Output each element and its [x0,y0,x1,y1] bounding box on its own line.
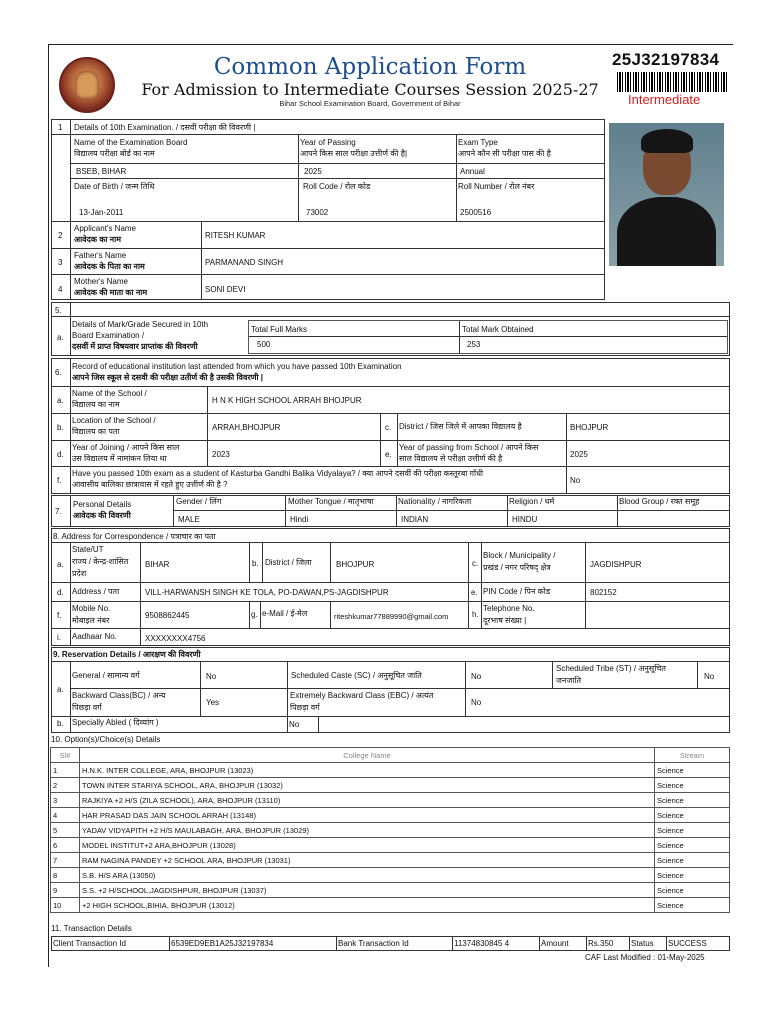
institution-heading-hi: आपने जिस स्कूल से दसवी की परीक्षा उतीर्ण की है उसकी विवरणी | [72,373,264,382]
district-label: District / जिला [265,558,312,567]
exam-type-label-hi: आपने कौन सी परीक्षा पास की है [458,149,551,158]
aadhaar-value: XXXXXXXX4756 [145,634,206,643]
applicant-name-label-hi: आवेदक का नाम [74,235,121,244]
mobile-label: Mobile No. [72,604,111,613]
status-badge: SUCCESS [668,939,707,948]
col-stream: Stream [655,748,730,763]
total-mark-obtained-value: 253 [467,340,481,349]
table-row: 9 S.S. +2 H/SCHOOL,JAGDISHPUR, BHOJPUR (13037) Science [51,883,730,898]
year-joining-label: Year of Joining / आपने किस साल [72,443,180,452]
form-title: Common Application Form [213,54,527,80]
mother-tongue-value: Hindi [290,515,309,524]
kgbv-value: No [570,476,581,485]
amount-label: Amount [541,939,569,948]
aadhaar-label: Aadhaar No. [72,632,117,641]
gender-label: Gender / लिंग [176,497,222,506]
options-heading: 10. Option(s)/Choice(s) Details [51,735,161,744]
section-heading: Details of 10th Examination. / दसवीं परीक्षा की विवरणी | [74,123,256,132]
father-name-label-hi: आवेदक के पिता का नाम [74,262,145,271]
gender-value: MALE [178,515,200,524]
personal-details-label: Personal Details [73,500,132,509]
school-location-value: ARRAH,BHOJPUR [212,423,281,432]
exam-board-label-hi: विद्यालय परीक्षा बोर्ड का नाम [74,149,155,158]
year-passing-school-label: Year of passing from School / आपने किस [399,443,539,452]
bc-label: Backward Class(BC) / अन्य [72,691,166,700]
transaction-heading: 11. Transaction Details [51,924,132,933]
class-label: Intermediate [628,92,701,107]
sc-value: No [471,672,482,681]
school-district-value: BHOJPUR [570,423,609,432]
kgbv-label: Have you passed 10th exam as a student of Kasturba Gandhi Balika Vidyalaya? / क्या आपने दसवीं की परीक्षा कस्तूरबा गाँधी [72,469,484,478]
state-value: BIHAR [145,560,170,569]
bank-transaction-value: 11374830845 4 [454,939,510,948]
application-number: 25J32197834 [612,50,720,69]
year-of-passing-label: Year of Passing [300,138,356,147]
bc-value: Yes [206,698,220,707]
address-heading: 8. Address for Correspondence / पत्राचार का पता [53,532,216,541]
sc-label: Scheduled Caste (SC) / अनुसूचित जाति [291,671,422,680]
school-name-label: Name of the School / [72,389,147,398]
year-of-passing-value: 2025 [304,167,322,176]
pin-label: PIN Code / पिन कोड [483,587,551,596]
form-subtitle: For Admission to Intermediate Courses Session 2025-27 [141,80,599,99]
mother-name-label-hi: आवेदक की माता का नाम [74,288,148,297]
table-row: 2 TOWN INTER STARIYA SCHOOL, ARA, BHOJPUR (13032) Science [51,778,730,793]
district-value: BHOJPUR [336,560,375,569]
exam-type-label: Exam Type [458,138,498,147]
exam-type-value: Annual [460,167,485,176]
section-number: 1 [58,123,63,132]
religion-label: Religion / धर्म [509,497,555,506]
table-row: 6 MODEL INSTITUT+2 ARA,BHOJPUR (13028) Science [51,838,730,853]
marks-label-hi: दसवीं में प्राप्त विषयवार प्राप्तांक की विवरणी [72,342,198,351]
applicant-photo [609,123,724,266]
st-value: No [704,672,715,681]
total-full-marks-value: 500 [257,340,271,349]
applicant-name-label: Applicant's Name [74,224,136,233]
specially-abled-value: No [289,720,300,729]
state-label: State/UT [72,545,104,554]
total-full-marks-label: Total Full Marks [251,325,308,334]
ebc-value: No [471,698,482,707]
amount-value: Rs.350 [588,939,614,948]
email-label: e-Mail / ई-मेल [262,609,308,618]
table-row: 5 YADAV VIDYAPITH +2 H/S MAULABAGH, ARA, BHOJPUR (13029) Science [51,823,730,838]
st-label: Scheduled Tribe (ST) / अनुसूचित [556,664,666,673]
telephone-label: Telephone No. [483,604,535,613]
nationality-value: INDIAN [401,515,429,524]
roll-number-label: Roll Number / रोल नंबर [458,182,535,191]
table-row: 10 +2 HIGH SCHOOL,BIHIA, BHOJPUR (13012) Science [51,898,730,913]
address-value: VILL-HARWANSH SINGH KE TOLA, PO-DAWAN,PS-JAGDISHPUR [145,588,389,597]
father-name-label: Father's Name [74,251,127,260]
mother-name-value: SONI DEVI [205,285,246,294]
roll-number-value: 2500516 [460,208,492,217]
table-row: 1 H.N.K. INTER COLLEGE, ARA, BHOJPUR (13023) Science [51,763,730,778]
marks-label: Details of Mark/Grade Secured in 10th [72,320,209,329]
dob-value: 13-Jan-2011 [79,208,124,217]
table-row: 3 RAJKIYA +2 H/S (ZILA SCHOOL), ARA, BHOJPUR (13110) Science [51,793,730,808]
mobile-value: 9508862445 [145,611,190,620]
year-passing-school-value: 2025 [570,450,588,459]
school-name-value: H N K HIGH SCHOOL ARRAH BHOJPUR [212,396,362,405]
dob-label: Date of Birth / जन्म तिथि [74,182,155,191]
bseb-logo-icon [59,57,115,113]
year-of-passing-label-hi: आपने किस साल परीक्षा उत्तीर्ण की है| [300,149,408,158]
table-row: 4 HAR PRASAD DAS JAIN SCHOOL ARRAH (13148) Science [51,808,730,823]
address-label: Address / पता [72,587,120,596]
roll-code-value: 73002 [306,208,329,217]
reservation-heading: 9. Reservation Details / आरक्षण की विवरणी [53,650,201,659]
blood-group-label: Blood Group / रक्त समूह [619,497,700,506]
mother-name-label: Mother's Name [74,277,128,286]
specially-abled-label: Specially Abled ( दिव्यांग ) [72,718,159,727]
client-transaction-value: 6539ED9EB1A25J32197834 [171,939,274,948]
year-joining-value: 2023 [212,450,230,459]
table-row: 7 RAM NAGINA PANDEY +2 SCHOOL ARA, BHOJPUR (13031) Science [51,853,730,868]
board-name: Bihar School Examination Board, Government of Bihar [279,99,461,108]
block-label: Block / Municipality / [483,551,556,560]
applicant-name-value: RITESH KUMAR [205,231,266,240]
general-label: General / सामान्य वर्ग [72,671,140,680]
father-name-value: PARMANAND SINGH [205,258,284,267]
exam-board-label: Name of the Examination Board [74,138,188,147]
barcode-icon [617,72,727,92]
bank-transaction-label: Bank Transaction Id [338,939,409,948]
roll-code-label: Roll Code / रोल कोड [303,182,371,191]
school-location-label: Location of the School / [72,416,156,425]
table-row: 8 S.B. H/S ARA (13050) Science [51,868,730,883]
options-table [50,747,730,913]
col-sl: Sl# [51,748,80,763]
email-value: riteshkumar77889990@gmail.com [334,612,449,621]
mother-tongue-label: Mother Tongue / मातृभाषा [288,497,374,506]
nationality-label: Nationality / नागरिकता [398,497,472,506]
total-mark-obtained-label: Total Mark Obtained [462,325,534,334]
institution-heading: Record of educational institution last attended from which you have passed 10th Examination [72,362,402,371]
client-transaction-label: Client Transaction Id [53,939,126,948]
pin-value: 802152 [590,588,617,597]
ebc-label: Extremely Backward Class (EBC) / अत्यंत [290,691,434,700]
block-value: JAGDISHPUR [590,560,642,569]
religion-value: HINDU [512,515,538,524]
general-value: No [206,672,217,681]
status-label: Status [631,939,654,948]
col-college-name: College Name [80,748,655,763]
school-district-label: District / जिस जिले में आपका विद्यालय है [399,422,522,431]
last-modified: CAF Last Modified : 01-May-2025 [585,953,705,962]
exam-board-value: BSEB, BIHAR [76,167,127,176]
